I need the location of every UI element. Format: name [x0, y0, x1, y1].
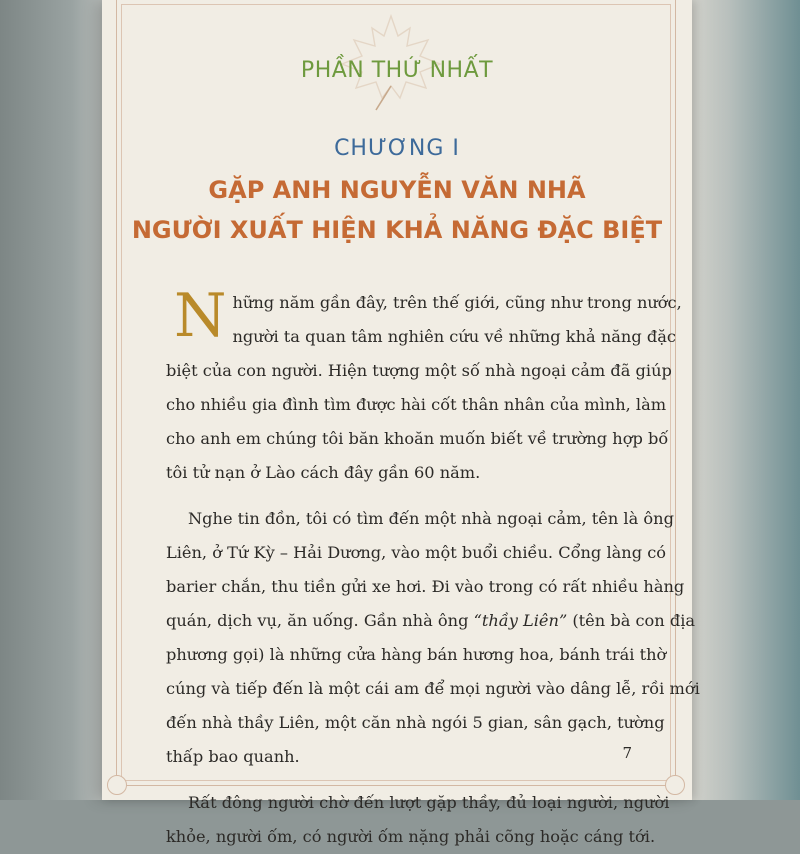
paragraph-2 [166, 502, 700, 774]
chapter-title-line-1: GẶP ANH NGUYỄN VĂN NHÃ [208, 176, 586, 204]
frame-corner-ornament [665, 775, 685, 795]
paragraph-3 [166, 786, 670, 854]
drop-cap-letter: N [174, 281, 227, 351]
text-line: Liên, ở Tứ Kỳ – Hải Dương, vào một buổi chiều. Cổng làng có [166, 543, 667, 562]
text-line: phương gọi) là những cửa hàng bán hương hoa, bánh trái thờ [166, 645, 667, 664]
book-page [102, 0, 700, 846]
text-segment: (tên bà con địa [567, 611, 696, 630]
text-line: tôi tử nạn ở Lào cách đây gần 60 năm. [166, 463, 481, 482]
quoted-name: “thầy Liên” [473, 611, 568, 630]
text-line: người ta quan tâm nghiên cứu về những khả năng đặc [232, 327, 676, 346]
text-line-with-quote [166, 604, 696, 638]
text-segment: quán, dịch vụ, ăn uống. Gần nhà ông [166, 611, 469, 630]
body-text [166, 281, 700, 854]
text-line: thấp bao quanh. [166, 747, 300, 766]
text-line: biệt của con người. Hiện tượng một số nhà ngoại cảm đã giúp [166, 361, 672, 380]
text-line: cho nhiều gia đình tìm được hài cốt thân nhân của mình, làm [166, 395, 667, 414]
chapter-label: CHƯƠNG I [334, 136, 460, 161]
text-line: khỏe, người ốm, có người ốm nặng phải cõng hoặc cáng tới. [166, 827, 656, 846]
text-line: hững năm gần đây, trên thế giới, cũng như trong nước, [232, 293, 682, 312]
text-line: cúng và tiếp đến là một cái am để mọi người vào dâng lễ, rồi mới [166, 679, 700, 698]
text-line: Rất đông người chờ đến lượt gặp thầy, đủ loại người, người [188, 793, 670, 812]
paragraph-1 [166, 281, 682, 490]
text-line: cho anh em chúng tôi băn khoăn muốn biết về trường hợp bố [166, 429, 669, 448]
page-number: 7 [622, 744, 632, 762]
frame-corner-ornament [107, 775, 127, 795]
text-line: barier chắn, thu tiền gửi xe hơi. Đi vào trong có rất nhiều hàng [166, 577, 685, 596]
part-title: PHẦN THỨ NHẤT [300, 58, 494, 83]
text-line: đến nhà thầy Liên, một căn nhà ngói 5 gian, sân gạch, tường [166, 713, 665, 732]
chapter-title-line-2: NGƯỜI XUẤT HIỆN KHẢ NĂNG ĐẶC BIỆT [131, 216, 663, 244]
text-line: Nghe tin đồn, tôi có tìm đến một nhà ngoại cảm, tên là ông [188, 509, 674, 528]
